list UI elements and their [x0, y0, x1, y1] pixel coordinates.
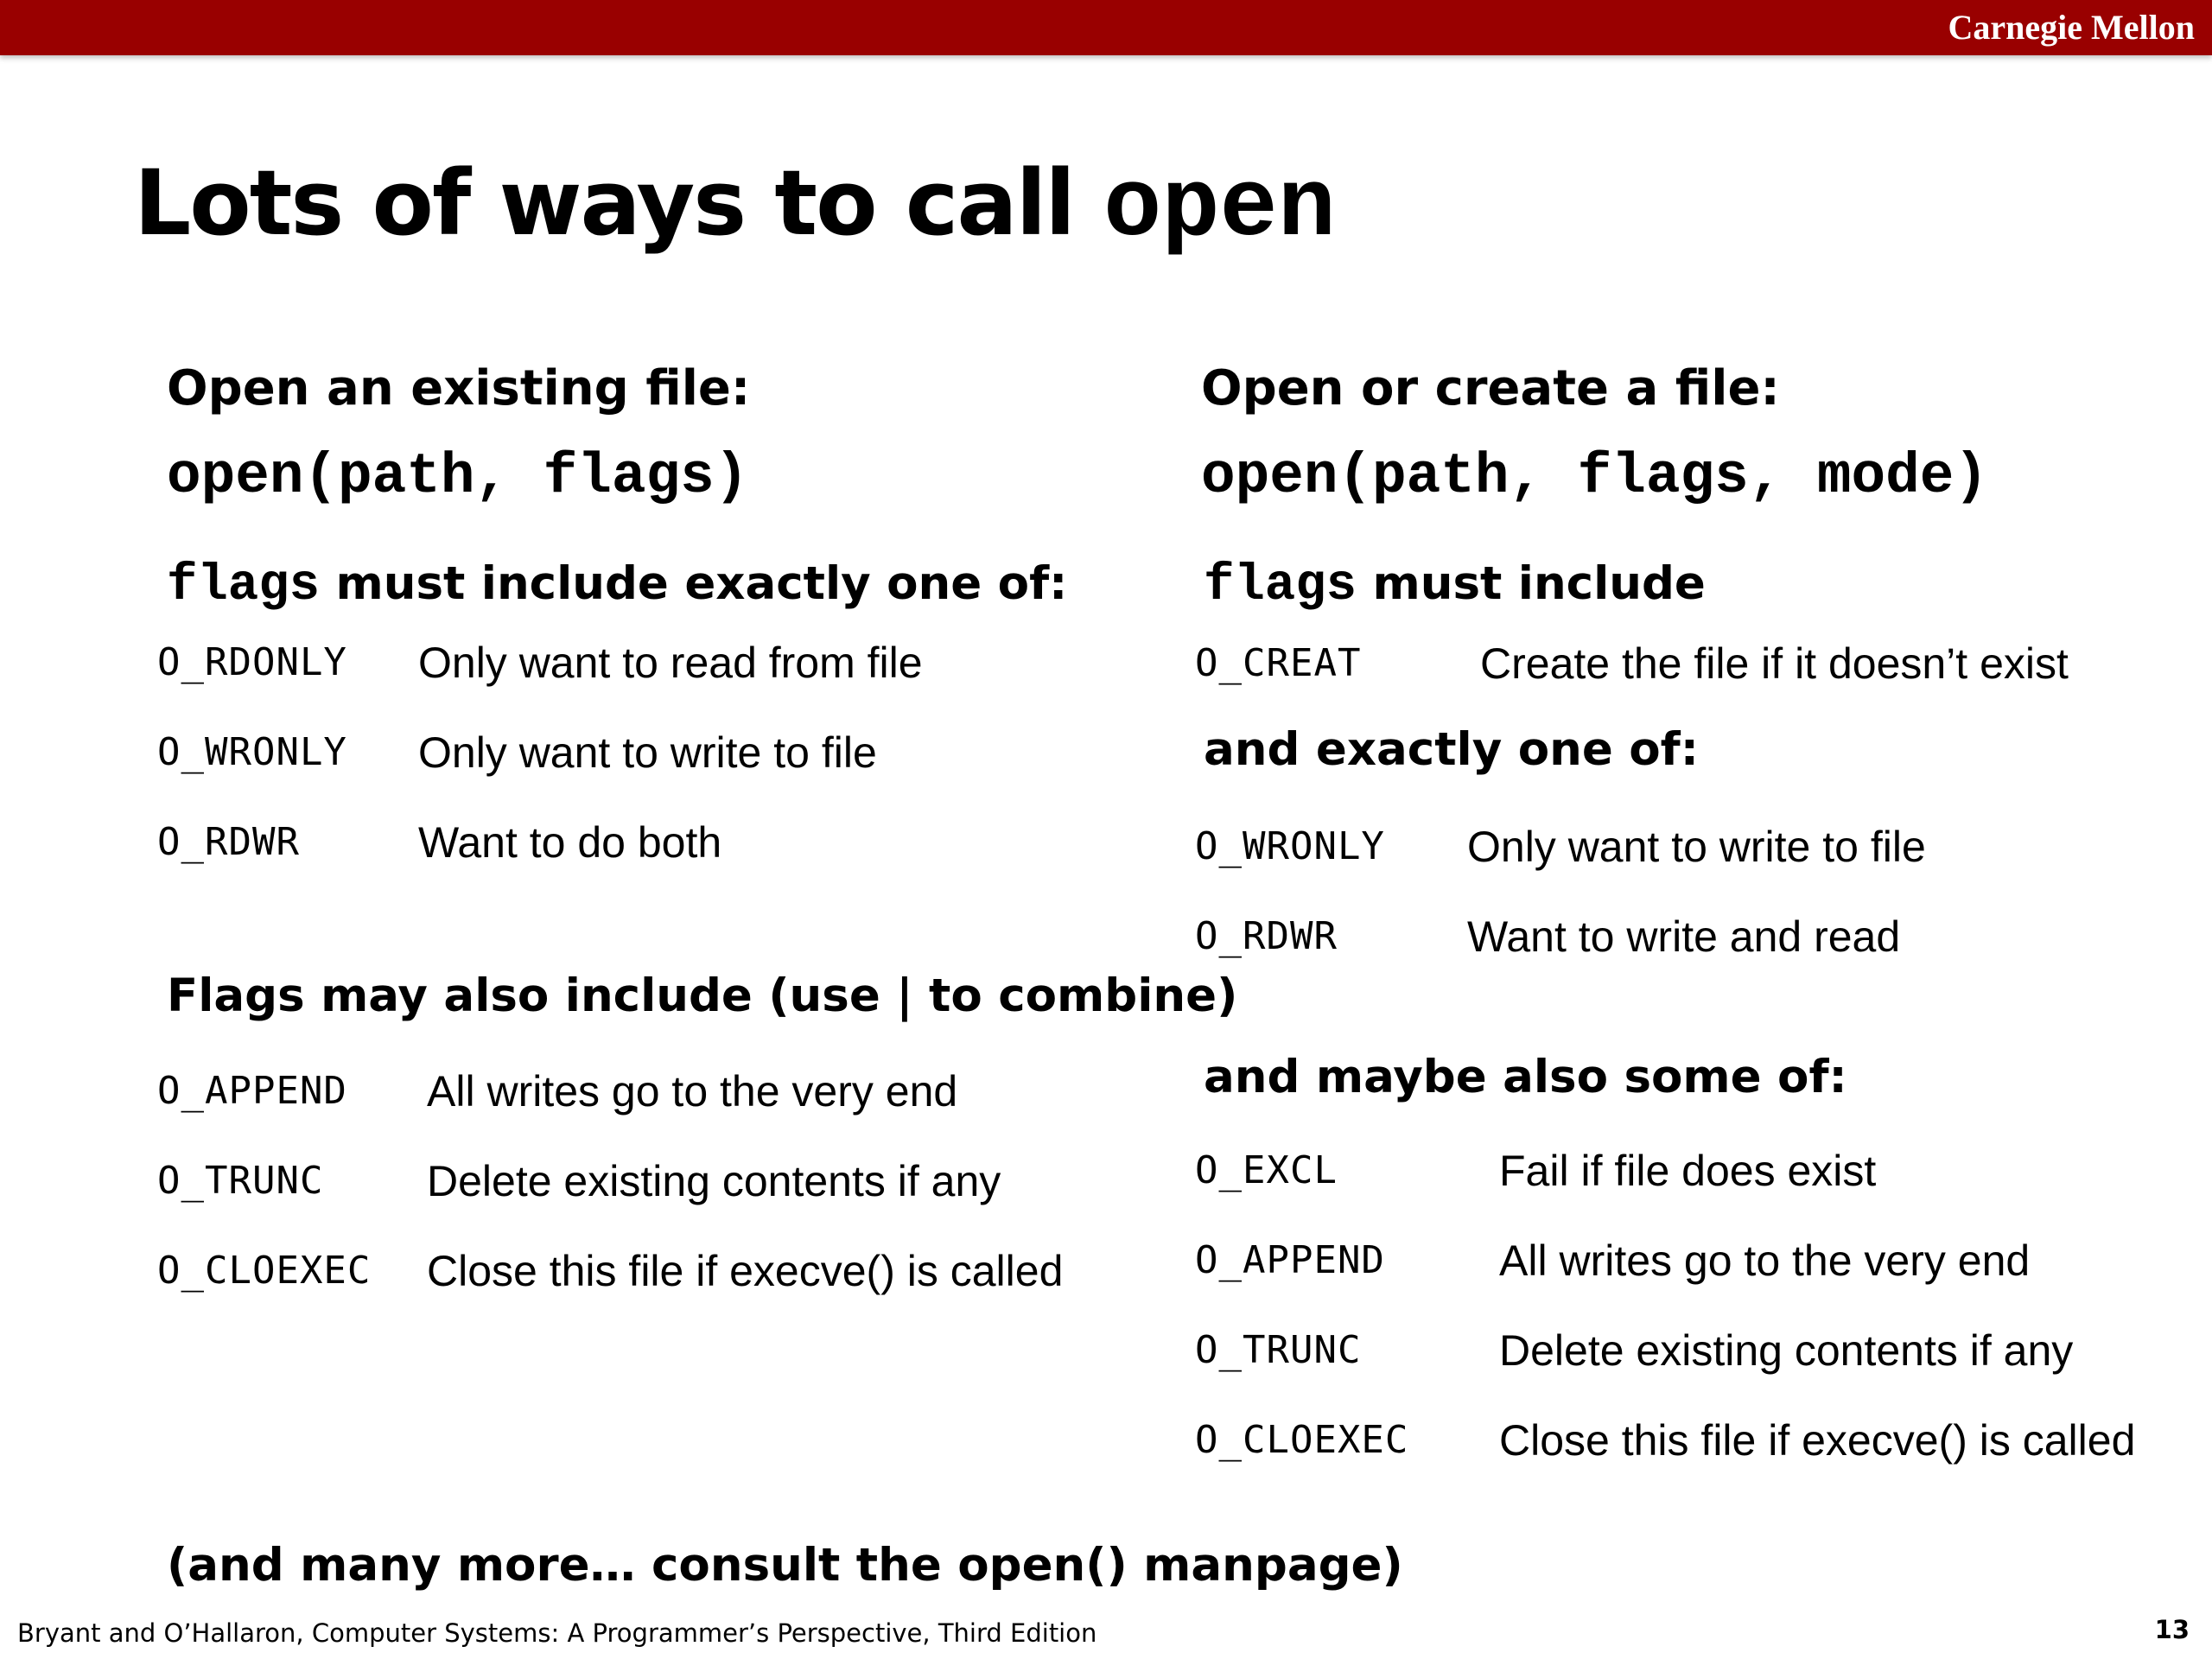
flag-name: O_RDONLY — [157, 640, 347, 684]
flag-description: Only want to write to file — [418, 728, 877, 777]
flag-name: O_WRONLY — [157, 730, 347, 774]
right-signature: open(path, flags, mode) — [1201, 444, 1988, 509]
flag-name: O_CREAT — [1195, 641, 1362, 685]
flag-description: Only want to read from file — [418, 639, 923, 687]
left-heading: Open an existing file: — [167, 360, 751, 416]
flag-name: O_WRONLY — [1195, 824, 1385, 868]
flag-name: O_RDWR — [1195, 914, 1338, 958]
flag-description: Delete existing contents if any — [427, 1157, 1001, 1205]
flag-name: O_RDWR — [157, 820, 300, 864]
left-required-heading — [167, 556, 1067, 613]
flag-description: Want to do both — [418, 818, 722, 867]
flag-description: Want to write and read — [1467, 912, 1901, 961]
brand-label: Carnegie Mellon — [1948, 8, 2195, 47]
flag-description: Close this file if execve() is called — [1499, 1416, 2136, 1465]
flag-description: All writes go to the very end — [427, 1067, 958, 1116]
right-required-code: flags — [1204, 556, 1357, 614]
right-heading: Open or create a file: — [1201, 360, 1780, 416]
flag-description: Delete existing contents if any — [1499, 1326, 2074, 1375]
flag-name: O_TRUNC — [1195, 1328, 1362, 1372]
flag-description: Fail if file does exist — [1499, 1147, 1877, 1195]
slide-title — [134, 147, 1336, 265]
flag-name: O_APPEND — [157, 1069, 347, 1113]
left-optional-heading: Flags may also include (use | to combine) — [167, 969, 1238, 1022]
flag-name: O_EXCL — [1195, 1148, 1338, 1192]
left-signature: open(path, flags) — [167, 444, 749, 509]
flag-name: O_APPEND — [1195, 1238, 1385, 1282]
flag-name: O_CLOEXEC — [157, 1249, 372, 1293]
flag-name: O_CLOEXEC — [1195, 1418, 1409, 1462]
flag-name: O_TRUNC — [157, 1159, 324, 1203]
page-number: 13 — [2154, 1615, 2190, 1644]
footer-credit: Bryant and O’Hallaron, Computer Systems: A Programmer’s Perspective, Third Edition — [17, 1618, 1097, 1648]
flag-description: All writes go to the very end — [1499, 1236, 2031, 1285]
left-required-code: flags — [167, 556, 321, 614]
flag-description: Only want to write to file — [1467, 823, 1926, 871]
right-required-text: must include — [1357, 557, 1706, 610]
manpage-note: (and many more… consult the open() manpage) — [167, 1539, 1403, 1592]
top-bar — [0, 0, 2212, 55]
slide-title-text: Lots of ways to call — [134, 150, 1104, 256]
right-required-heading — [1204, 556, 1706, 613]
left-required-text: must include exactly one of: — [320, 557, 1068, 610]
slide-title-code: open — [1103, 154, 1336, 264]
flag-description: Create the file if it doesn’t exist — [1480, 639, 2069, 688]
right-one-of-heading: and exactly one of: — [1204, 723, 1699, 776]
flag-description: Close this file if execve() is called — [427, 1247, 1064, 1295]
right-maybe-heading: and maybe also some of: — [1204, 1051, 1847, 1103]
